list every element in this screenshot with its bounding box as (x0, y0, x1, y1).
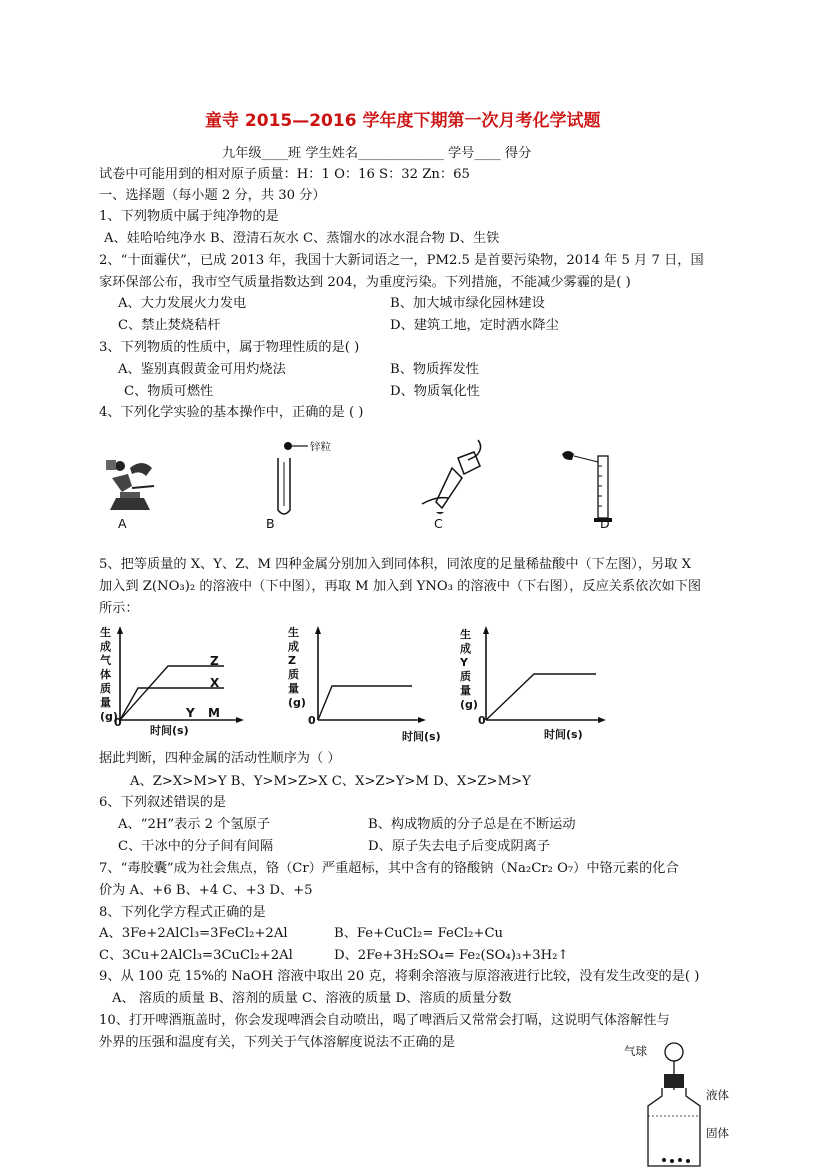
q5-options: A、Z>X>M>Y B、Y>M>Z>X C、X>Z>Y>M D、X>Z>M>Y (130, 774, 531, 789)
graph-middle-origin: 0 (308, 714, 316, 727)
graph-left-origin: 0 (114, 716, 122, 729)
q4-label-c: C (434, 516, 443, 531)
q10-solid-label: 固体 (706, 1126, 729, 1140)
q3-option-b: B、物质挥发性 (390, 362, 479, 377)
q2-stem-line1: 2、“十面霾伏”，已成 2013 年，我国十大新词语之一，PM2.5 是首要污染物，2014 年 5 月 7 日，国 (99, 253, 704, 268)
q4-label-d: D (600, 516, 610, 531)
series-x-label: X (210, 676, 220, 690)
q6-stem: 6、下列叙述错误的是 (99, 795, 227, 810)
series-y-label: Y (186, 706, 195, 720)
q4-stem: 4、下列化学实验的基本操作中，正确的是 ( ) (99, 405, 364, 420)
q8-option-d: D、2Fe+3H₂SO₄= Fe₂(SO₄)₃+3H₂↑ (334, 948, 569, 963)
q3-stem: 3、下列物质的性质中，属于物理性质的是( ) (99, 340, 360, 355)
q6-option-b: B、构成物质的分子总是在不断运动 (368, 817, 576, 832)
q2-stem-line2: 家环保部公布，我市空气质量指数达到 204，为重度污染。下列措施，不能减少雾霾的是( ) (99, 275, 631, 290)
graph-right-xlabel: 时间(s) (544, 728, 583, 741)
q5-stem-line1: 5、把等质量的 X、Y、Z、M 四种金属分别加入到同体积，同浓度的足量稀盐酸中（下左图），另取 X (99, 557, 692, 572)
q5-stem-line2: 加入到 Z(NO₃)₂ 的溶液中（下中图），再取 M 加入到 YNO₃ 的溶液中（下右图），反应关系依次如下图 (99, 579, 702, 594)
section-heading: 一、选择题（每小题 2 分，共 30 分） (99, 188, 326, 203)
q10-apparatus (640, 1040, 710, 1168)
q4-figure-a-balance (102, 452, 162, 514)
q5-conclusion: 据此判断，四种金属的活动性顺序为（ ） (99, 751, 341, 766)
q3-option-a: A、鉴别真假黄金可用灼烧法 (118, 362, 286, 377)
graph-right-ylabel: 生成Y质量(g) (460, 628, 478, 711)
q8-option-b: B、Fe+CuCl₂= FeCl₂+Cu (334, 926, 504, 941)
q4-figure-d-cylinder (558, 446, 618, 524)
q2-option-c: C、禁止焚烧秸杆 (118, 318, 221, 333)
q2-option-d: D、建筑工地，定时洒水降尘 (390, 318, 559, 333)
q4-figure-c-pouring (418, 438, 498, 518)
graph-middle-ylabel: 生成Z质量(g) (288, 626, 306, 709)
q8-option-a: A、3Fe+2AlCl₃=3FeCl₂+2Al (99, 926, 288, 941)
q4-label-a: A (118, 516, 127, 531)
q7-stem-line2: 价为 A、+6 B、+4 C、+3 D、+5 (99, 883, 313, 898)
q4-label-b: B (266, 516, 275, 531)
q8-stem: 8、下列化学方程式正确的是 (99, 905, 266, 920)
student-info-line: 九年级____班 学生姓名_____________ 学号____ 得分 (222, 146, 532, 161)
q1-options: A、娃哈哈纯净水 B、澄清石灰水 C、蒸馏水的冰水混合物 D、生铁 (104, 231, 500, 246)
series-z-label: Z (210, 654, 219, 668)
q9-stem: 9、从 100 克 15%的 NaOH 溶液中取出 20 克，将剩余溶液与原溶液进行比较，没有发生改变的是( ) (99, 969, 700, 984)
q10-stem-line1: 10、打开啤酒瓶盖时，你会发现啤酒会自动喷出，喝了啤酒后又常常会打嗝，这说明气体溶解性与 (99, 1013, 670, 1028)
graph-middle (284, 624, 434, 744)
q4-zinc-label: 锌粒 (310, 441, 331, 453)
q10-balloon-label: 气球 (624, 1044, 647, 1058)
q10-stem-line2: 外界的压强和温度有关，下列关于气体溶解度说法不正确的是 (99, 1035, 456, 1050)
atomic-masses: 试卷中可能用到的相对原子质量：H：1 O：16 S：32 Zn：65 (99, 167, 470, 182)
q2-option-a: A、大力发展火力发电 (118, 296, 247, 311)
q1-stem: 1、下列物质中属于纯净物的是 (99, 209, 279, 224)
q10-liquid-label: 液体 (706, 1088, 729, 1102)
q2-option-b: B、加大城市绿化园林建设 (390, 296, 545, 311)
graph-left-xlabel: 时间(s) (150, 724, 189, 737)
series-m-label: M (208, 706, 220, 720)
q5-stem-line3: 所示： (99, 601, 139, 616)
q6-option-c: C、干冰中的分子间有间隔 (118, 839, 274, 854)
page-title: 童寺 2015—2016 学年度下期第一次月考化学试题 (205, 111, 601, 131)
graph-left-ylabel: 生成气体质量(g) (100, 626, 118, 723)
q6-option-d: D、原子失去电子后变成阴离子 (368, 839, 551, 854)
graph-right-origin: 0 (478, 714, 486, 727)
q9-options: A、 溶质的质量 B、溶剂的质量 C、溶液的质量 D、溶质的质量分数 (112, 991, 512, 1006)
q6-option-a: A、“2H”表示 2 个氢原子 (118, 817, 270, 832)
q8-option-c: C、3Cu+2AlCl₃=3CuCl₂+2Al (99, 948, 293, 963)
q3-option-c: C、物质可燃性 (124, 384, 214, 399)
q7-stem-line1: 7、“毒胶囊”成为社会焦点，铬（Cr）严重超标，其中含有的铬酸钠（Na₂Cr₂ O₇）中铬元素的化合 (99, 861, 679, 876)
graph-middle-xlabel: 时间(s) (402, 730, 441, 743)
q3-option-d: D、物质氧化性 (390, 384, 480, 399)
